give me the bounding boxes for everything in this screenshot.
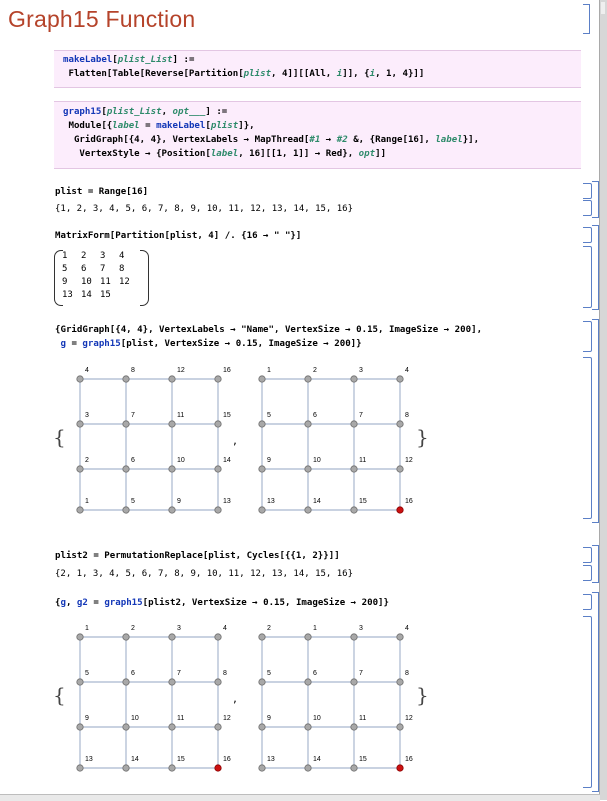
group-bracket[interactable] — [592, 225, 599, 310]
graph-vertex-label: 2 — [267, 625, 271, 632]
matrix-cell: 1 — [62, 250, 68, 261]
cell-bracket-out[interactable] — [583, 616, 592, 788]
graph-vertex — [259, 466, 265, 472]
graph-vertex — [77, 507, 83, 513]
graph15-line1: graph15[plist_List, opt___] := — [63, 107, 228, 117]
graph-vertex — [123, 679, 129, 685]
cell-bracket-in[interactable] — [583, 183, 592, 199]
graph-vertex — [305, 507, 311, 513]
graph-vertex-label: 4 — [223, 625, 227, 632]
graph-vertex — [215, 507, 221, 513]
graph-vertex — [305, 724, 311, 730]
graph-vertex-label: 7 — [177, 670, 181, 677]
graph-vertex-label: 15 — [223, 412, 231, 419]
cell-bracket-in[interactable] — [583, 227, 592, 243]
graph-vertex — [169, 765, 175, 771]
graph-vertex — [351, 507, 357, 513]
graph-vertex — [351, 376, 357, 382]
grid-graph-row2-right[interactable] — [252, 620, 412, 775]
graph-vertex — [397, 376, 403, 382]
graph-vertex — [259, 765, 265, 771]
graph-vertex-label: 10 — [313, 715, 321, 722]
graph15-line2: Module[{label = makeLabel[plist]}, — [63, 121, 255, 131]
plist2-output: {2, 1, 3, 4, 5, 6, 7, 8, 9, 10, 11, 12, 13, 14, 15, 16} — [55, 569, 354, 579]
graph-vertex-label: 9 — [85, 715, 89, 722]
graph-vertex — [351, 466, 357, 472]
graph-vertex-label: 5 — [267, 412, 271, 419]
graph-vertex — [397, 634, 403, 640]
graph-vertex — [77, 466, 83, 472]
graph-vertex — [305, 765, 311, 771]
graph-vertex-label: 2 — [85, 457, 89, 464]
graph-vertex — [215, 634, 221, 640]
graph-vertex-label: 3 — [177, 625, 181, 632]
graph-vertex — [215, 376, 221, 382]
graph-vertex — [215, 724, 221, 730]
graph-vertex — [215, 421, 221, 427]
graph-vertex-label: 13 — [85, 756, 93, 763]
graph-vertex-label: 2 — [131, 625, 135, 632]
gridgraph-input-line1[interactable]: {GridGraph[{4, 4}, VertexLabels → "Name", VertexSize → 0.15, ImageSize → 200], — [55, 325, 483, 335]
graph-vertex-label: 6 — [313, 412, 317, 419]
graph-vertex-label: 10 — [177, 457, 185, 464]
graph-vertex-label: 9 — [267, 715, 271, 722]
grid-graph-row1-right[interactable] — [252, 362, 412, 517]
graph-vertex — [351, 679, 357, 685]
graph-vertex — [123, 507, 129, 513]
list-open-brace: { — [53, 425, 66, 449]
graph-vertex-red — [397, 507, 403, 513]
graph-vertex-label: 2 — [313, 367, 317, 374]
grid-graph-row1-left[interactable] — [70, 362, 230, 517]
graph-vertex-label: 11 — [177, 715, 185, 722]
graph-vertex — [123, 724, 129, 730]
graph-vertex — [305, 421, 311, 427]
graph-vertex — [259, 376, 265, 382]
graph-vertex-label: 1 — [267, 367, 271, 374]
graph-vertex-label: 11 — [177, 412, 185, 419]
graph-vertex-label: 4 — [85, 367, 89, 374]
graph-vertex — [169, 507, 175, 513]
makelabel-line1: makeLabel[plist_List] := — [63, 55, 195, 65]
list-open-brace: { — [53, 683, 66, 707]
graph-vertex-label: 8 — [405, 412, 409, 419]
graph-vertex-label: 11 — [359, 457, 367, 464]
graph-vertex — [305, 634, 311, 640]
graph-vertex — [169, 634, 175, 640]
graph-vertex-label: 1 — [313, 625, 317, 632]
graph-vertex-label: 1 — [85, 625, 89, 632]
matrix-cell: 9 — [62, 276, 68, 287]
graph-vertex — [259, 634, 265, 640]
matrix-input[interactable]: MatrixForm[Partition[plist, 4] /. {16 → " "}] — [55, 231, 302, 241]
graph-vertex — [397, 724, 403, 730]
graph-vertex — [259, 421, 265, 427]
graph-vertex-label: 10 — [313, 457, 321, 464]
matrix-cell: 11 — [100, 276, 111, 287]
matrix-cell: 10 — [81, 276, 92, 287]
graph-vertex — [77, 679, 83, 685]
graph-vertex-label: 15 — [359, 756, 367, 763]
graph-vertex-label: 6 — [131, 670, 135, 677]
list-comma: , — [232, 436, 239, 447]
section-bracket[interactable] — [583, 4, 590, 34]
window-bottom-edge — [0, 794, 600, 801]
cell-bracket-in[interactable] — [583, 594, 592, 610]
graph-vertex — [305, 466, 311, 472]
graph-vertex — [169, 376, 175, 382]
graph-vertex-label: 13 — [267, 756, 275, 763]
graph-vertex — [77, 724, 83, 730]
graph-vertex-label: 13 — [223, 498, 231, 505]
graph-vertex — [397, 466, 403, 472]
matrix-cell: 14 — [81, 289, 92, 300]
graph-vertex-label: 12 — [223, 715, 231, 722]
matrix-cell: 4 — [119, 250, 125, 261]
graph-vertex-label: 3 — [359, 625, 363, 632]
graph-vertex-label: 10 — [131, 715, 139, 722]
list-close-brace: } — [416, 425, 429, 449]
graph-vertex-label: 16 — [405, 756, 413, 763]
graph-vertex-label: 9 — [267, 457, 271, 464]
graph-vertex — [77, 421, 83, 427]
graph-vertex-red — [397, 765, 403, 771]
gridgraph-input-line2[interactable]: g = graph15[plist, VertexSize → 0.15, ImageSize → 200]} — [60, 339, 362, 349]
graph-vertex-label: 12 — [177, 367, 185, 374]
graph-vertex — [305, 679, 311, 685]
section-title: Graph15 Function — [8, 6, 196, 32]
graph-vertex-label: 13 — [267, 498, 275, 505]
window-scrollbar[interactable] — [599, 0, 607, 800]
graph-vertex-label: 5 — [267, 670, 271, 677]
graph15-line4: VertexStyle → {Position[label, 16][[1, 1]] → Red}, opt]] — [63, 149, 387, 159]
graph-vertex-label: 8 — [405, 670, 409, 677]
graph-vertex-label: 15 — [359, 498, 367, 505]
graph-vertex-red — [215, 765, 221, 771]
matrix-cell: 13 — [62, 289, 73, 300]
graph-vertex — [351, 634, 357, 640]
graph-vertex — [259, 679, 265, 685]
graph-vertex — [305, 376, 311, 382]
graph-vertex — [397, 421, 403, 427]
graph-vertex — [259, 507, 265, 513]
graph-vertex-label: 6 — [131, 457, 135, 464]
plist2-input[interactable]: plist2 = PermutationReplace[plist, Cycles[{{1, 2}}]] — [55, 551, 340, 561]
makelabel-line2: Flatten[Table[Reverse[Partition[plist, 4]][[All, i]], {i, 1, 4}]] — [63, 69, 425, 79]
graph-vertex-label: 7 — [359, 412, 363, 419]
group-bracket[interactable] — [592, 181, 599, 218]
graph-vertex-label: 7 — [359, 670, 363, 677]
matrix-cell: 12 — [119, 276, 130, 287]
plist-input[interactable]: plist = Range[16] — [55, 187, 149, 197]
graph-vertex-label: 16 — [223, 756, 231, 763]
graph-vertex-label: 14 — [313, 498, 321, 505]
graph-vertex-label: 3 — [359, 367, 363, 374]
graph-vertex-label: 8 — [131, 367, 135, 374]
matrix-cell: 8 — [119, 263, 125, 274]
graph-vertex — [351, 421, 357, 427]
graph-vertex-label: 14 — [131, 756, 139, 763]
graph-vertex — [123, 376, 129, 382]
matrix-table — [62, 249, 138, 301]
graph-vertex-label: 9 — [177, 498, 181, 505]
matrix-cell — [119, 288, 138, 301]
graph-vertex — [123, 765, 129, 771]
graph-vertex — [77, 765, 83, 771]
graph-vertex-label: 11 — [359, 715, 367, 722]
graph-vertex-label: 15 — [177, 756, 185, 763]
graph-vertex — [215, 679, 221, 685]
graph-vertex-label: 6 — [313, 670, 317, 677]
matrix-cell: 15 — [100, 289, 111, 300]
graph-vertex-label: 14 — [313, 756, 321, 763]
cell-bracket-out[interactable] — [583, 246, 592, 308]
plist-output: {1, 2, 3, 4, 5, 6, 7, 8, 9, 10, 11, 12, 13, 14, 15, 16} — [55, 204, 354, 214]
cell-bracket-in[interactable] — [583, 321, 592, 352]
graph-vertex-label: 5 — [131, 498, 135, 505]
scrollbar-thumb[interactable] — [601, 2, 605, 14]
graph-vertex — [215, 466, 221, 472]
graph-vertex — [169, 466, 175, 472]
graph-vertex-label: 16 — [405, 498, 413, 505]
matrix-cell: 6 — [81, 263, 87, 274]
graph-vertex-label: 4 — [405, 367, 409, 374]
graph-vertex — [259, 724, 265, 730]
group-bracket[interactable] — [592, 319, 599, 523]
matrix-right-paren — [140, 250, 149, 306]
cell-bracket-in[interactable] — [583, 547, 592, 563]
graph-vertex — [123, 421, 129, 427]
graph-vertex-label: 5 — [85, 670, 89, 677]
cell-bracket-out[interactable] — [583, 357, 592, 519]
matrix-cell: 3 — [100, 250, 106, 261]
graph-vertex — [351, 765, 357, 771]
graph-vertex-label: 16 — [223, 367, 231, 374]
graph-vertex — [169, 421, 175, 427]
graph-vertex — [123, 634, 129, 640]
graph-vertex-label: 3 — [85, 412, 89, 419]
group-bracket[interactable] — [592, 592, 599, 792]
cell-bracket-out[interactable] — [583, 200, 592, 216]
graph15-line3: GridGraph[{4, 4}, VertexLabels → MapThread[#1 → #2 &, {Range[16], label}], — [63, 135, 480, 145]
graph-vertex — [123, 466, 129, 472]
graph-vertex-label: 8 — [223, 670, 227, 677]
graph-vertex-label: 4 — [405, 625, 409, 632]
graph-vertex — [397, 679, 403, 685]
graph-vertex-label: 7 — [131, 412, 135, 419]
graph-vertex — [169, 679, 175, 685]
graph-vertex — [169, 724, 175, 730]
graph-vertex-label: 12 — [405, 715, 413, 722]
graph-vertex — [351, 724, 357, 730]
group-bracket[interactable] — [592, 545, 599, 583]
graph-vertex — [77, 376, 83, 382]
grid-graph-row2-left[interactable] — [70, 620, 230, 775]
matrix-cell: 2 — [81, 250, 87, 261]
list-comma: , — [232, 694, 239, 705]
graph-vertex-label: 14 — [223, 457, 231, 464]
matrix-output — [54, 250, 152, 306]
matrix-cell: 7 — [100, 263, 106, 274]
g2-input[interactable]: {g, g2 = graph15[plist2, VertexSize → 0.15, ImageSize → 200]} — [55, 598, 390, 608]
list-close-brace: } — [416, 683, 429, 707]
graph-vertex-label: 1 — [85, 498, 89, 505]
cell-bracket-out[interactable] — [583, 565, 592, 581]
graph-vertex — [77, 634, 83, 640]
graph-vertex-label: 12 — [405, 457, 413, 464]
matrix-cell: 5 — [62, 263, 68, 274]
